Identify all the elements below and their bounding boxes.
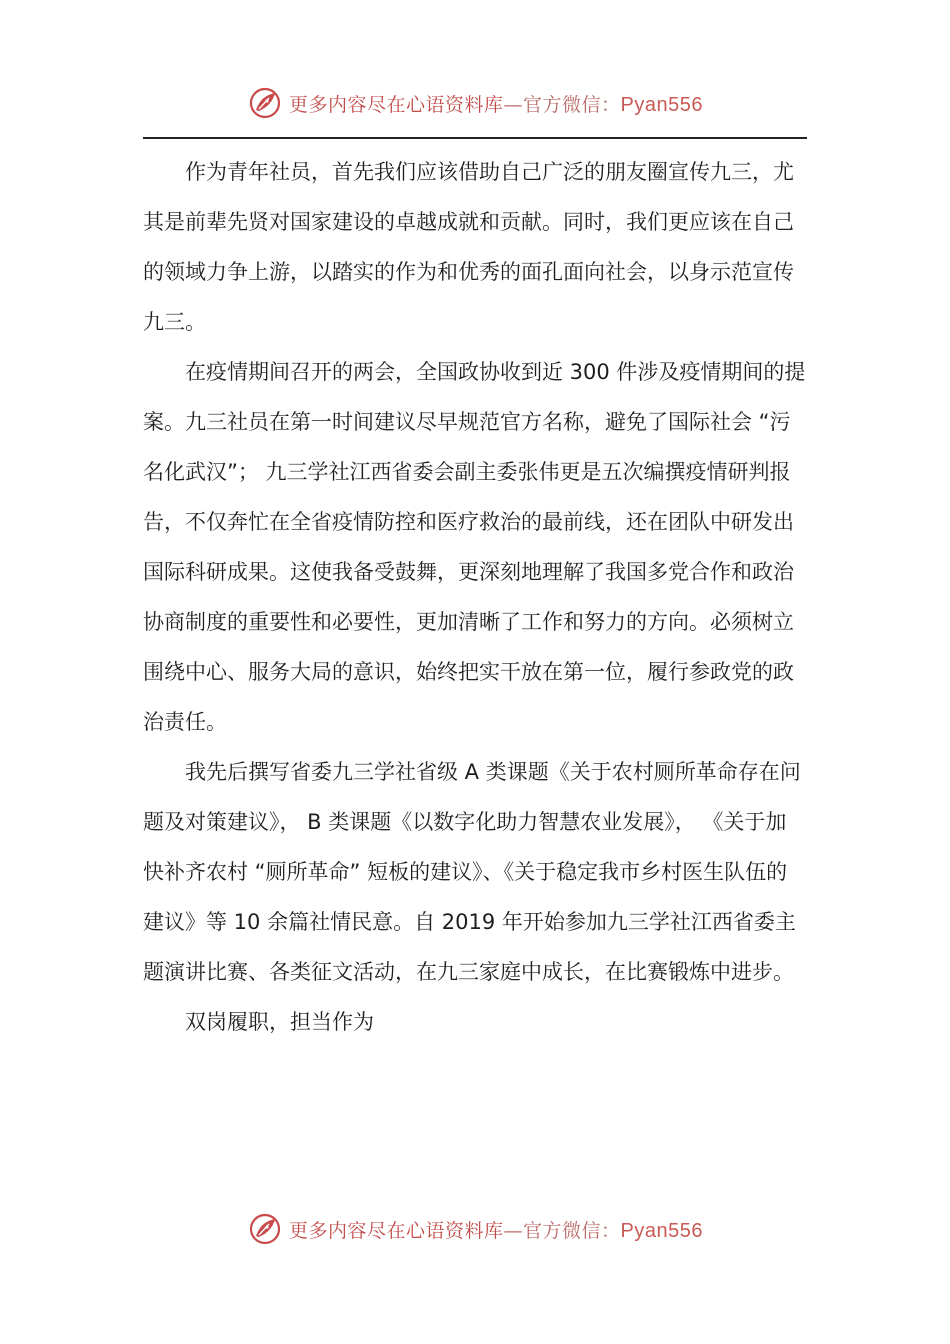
footer-watermark <box>0 1206 950 1252</box>
footer-brand <box>247 1211 703 1247</box>
footer-watermark-label: 官方微信： <box>523 1219 621 1242</box>
watermark-separator: — <box>503 93 524 116</box>
watermark-text <box>289 90 703 117</box>
footer-watermark-handle: Pyan556 <box>620 1219 703 1242</box>
watermark-main: 更多内容尽在心语资料库 <box>289 93 504 116</box>
footer-watermark-separator: — <box>503 1219 524 1242</box>
footer-watermark-main: 更多内容尽在心语资料库 <box>289 1219 504 1242</box>
paragraph-4: 双岗履职，担当作为 <box>185 1010 374 1034</box>
document-body <box>143 147 807 1047</box>
paragraph-3: 我先后撰写省委九三学社省级 A 类课题《关于农村厕所革命存在问题及对策建议》， B 类课题《以数字化助力智慧农业发展》， 《关于加快补齐农村 “厕所革命” 短板的建议》、《关于稳定我市乡村医生队伍的建议》等 10 余篇社情民意。自 2019 年开始参加九三学社江西省委主题演讲比赛、各类征文活动，在九三家庭中成长，在比赛锻炼中进步。 <box>143 760 801 984</box>
header-rule <box>143 137 807 139</box>
watermark-label: 官方微信： <box>523 93 621 116</box>
watermark-brand <box>247 85 703 121</box>
watermark-handle: Pyan556 <box>620 93 703 116</box>
paragraph-2: 在疫情期间召开的两会，全国政协收到近 300 件涉及疫情期间的提案。九三社员在第一时间建议尽早规范官方名称，避免了国际社会 “污名化武汉”； 九三学社江西省委会副主委张伟更是五次编撰疫情研判报告，不仅奔忙在全省疫情防控和医疗救治的最前线，还在团队中研发出国际科研成果。这使我备受鼓舞，更深刻地理解了我国多党合作和政治协商制度的重要性和必要性，更加清晰了工作和努力的方向。必须树立围绕中心、服务大局的意识，始终把实干放在第一位，履行参政党的政治责任。 <box>143 360 806 734</box>
header-watermark <box>0 80 950 126</box>
pen-nib-logo-icon <box>247 1211 283 1247</box>
footer-watermark-text <box>289 1216 703 1243</box>
paragraph-1: 作为青年社员，首先我们应该借助自己广泛的朋友圈宣传九三，尤其是前辈先贤对国家建设的卓越成就和贡献。同时，我们更应该在自己的领域力争上游，以踏实的作为和优秀的面孔面向社会，以身示范宣传九三。 <box>143 160 794 334</box>
pen-nib-logo-icon <box>247 85 283 121</box>
